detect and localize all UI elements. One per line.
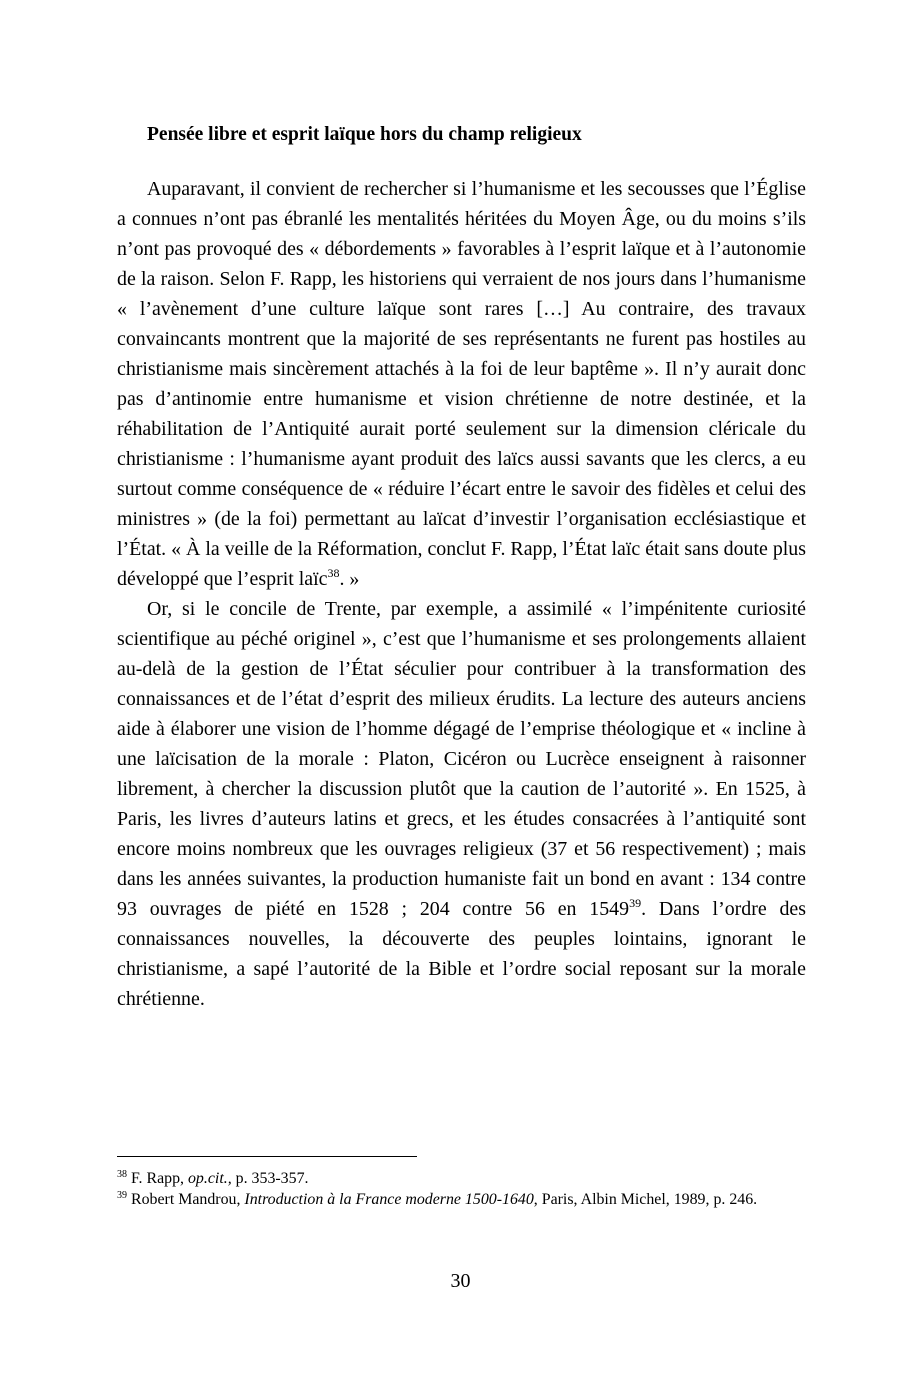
paragraph-1 xyxy=(117,174,806,594)
footnote-ref-39[interactable]: 39 xyxy=(629,896,642,910)
footnote-text: Robert Mandrou, xyxy=(130,1191,245,1208)
footnote-text-end: p. 353-357. xyxy=(231,1170,309,1187)
footnote-separator xyxy=(117,1156,417,1157)
paragraph-1-tail: . » xyxy=(339,568,360,590)
page-body xyxy=(117,122,806,1014)
paragraph-2 xyxy=(117,594,806,1014)
section-heading: Pensée libre et esprit laïque hors du champ religieux xyxy=(147,124,582,145)
footnote-ref-38[interactable]: 38 xyxy=(327,566,340,580)
footnote-39 xyxy=(117,1189,806,1210)
page-number: 30 xyxy=(450,1270,471,1292)
footnote-number: 39 xyxy=(117,1190,127,1201)
footnote-number: 38 xyxy=(117,1169,127,1180)
footnote-text-end: , Paris, Albin Michel, 1989, p. 246. xyxy=(533,1191,758,1208)
paragraph-1-text: Auparavant, il convient de rechercher si l’humanisme et les secousses que l’Église a connues n’ont pas ébranlé les mentalités héritées du Moyen Âge, ou du moins s’ils n’ont pas provoqué des « débordements » favorables à l’esprit laïque et à l’autonomie de la raison. Selon F. Rapp, les historiens qui verraient de nos jours dans l’humanisme « l’avènement d’une culture laïque sont rares […] Au contraire, des travaux convaincants montrent que la majorité de ses représentants ne furent pas hostiles au christianisme mais sincèrement attachés à la foi de leur baptême ». Il n’y aurait donc pas d’antinomie entre humanisme et vision chrétienne de notre destinée, et la réhabilitation de l’Antiquité aurait porté seulement sur la dimension cléricale du christianisme : l’humanisme ayant produit des laïcs aussi savants que les clercs, a eu surtout comme conséquence de « réduire l’écart entre le savoir des fidèles et celui des ministres » (de la foi) permettant au laïcat d’investir l’organisation ecclésiastique et l’État. « À la veille de la Réformation, conclut F. Rapp, l’État laïc était sans doute plus développé que l’esprit laïc xyxy=(117,178,806,590)
paragraph-2-text: Or, si le concile de Trente, par exemple, a assimilé « l’impénitente curiosité scientifique au péché originel », c’est que l’humanisme et ses prolongements allaient au-delà de la gestion de l’État séculier pour contribuer à la transformation des connaissances et de l’état d’esprit des milieux érudits. La lecture des auteurs anciens aide à élaborer une vision de l’homme dégagé de l’emprise théologique et « incline à une laïcisation de la morale : Platon, Cicéron ou Lucrèce enseignent à raisonner librement, à chercher la discussion plutôt que la caution de l’autorité ». En 1525, à Paris, les livres d’auteurs latins et grecs, et les études consacrées à l’antiquité sont encore moins nombreux que les ouvrages religieux (37 et 56 respectivement) ; mais dans les années suivantes, la production humaniste fait un bond en avant : 134 contre 93 ouvrages de piété en 1528 ; 204 contre 56 en 1549 xyxy=(117,598,806,920)
footnote-38 xyxy=(117,1168,806,1189)
footnotes xyxy=(117,1168,806,1210)
footnote-italic: op.cit., xyxy=(187,1170,232,1187)
paragraph-2-tail: . Dans l’ordre des connaissances nouvelles, la découverte des peuples lointains, ignorant le christianisme, a sapé l’autorité de la Bible et l’ordre social reposant sur la morale chrétienne. xyxy=(117,898,806,1010)
footnote-italic: Introduction à la France moderne 1500-1640 xyxy=(244,1191,534,1208)
footnote-text: F. Rapp, xyxy=(130,1170,188,1187)
